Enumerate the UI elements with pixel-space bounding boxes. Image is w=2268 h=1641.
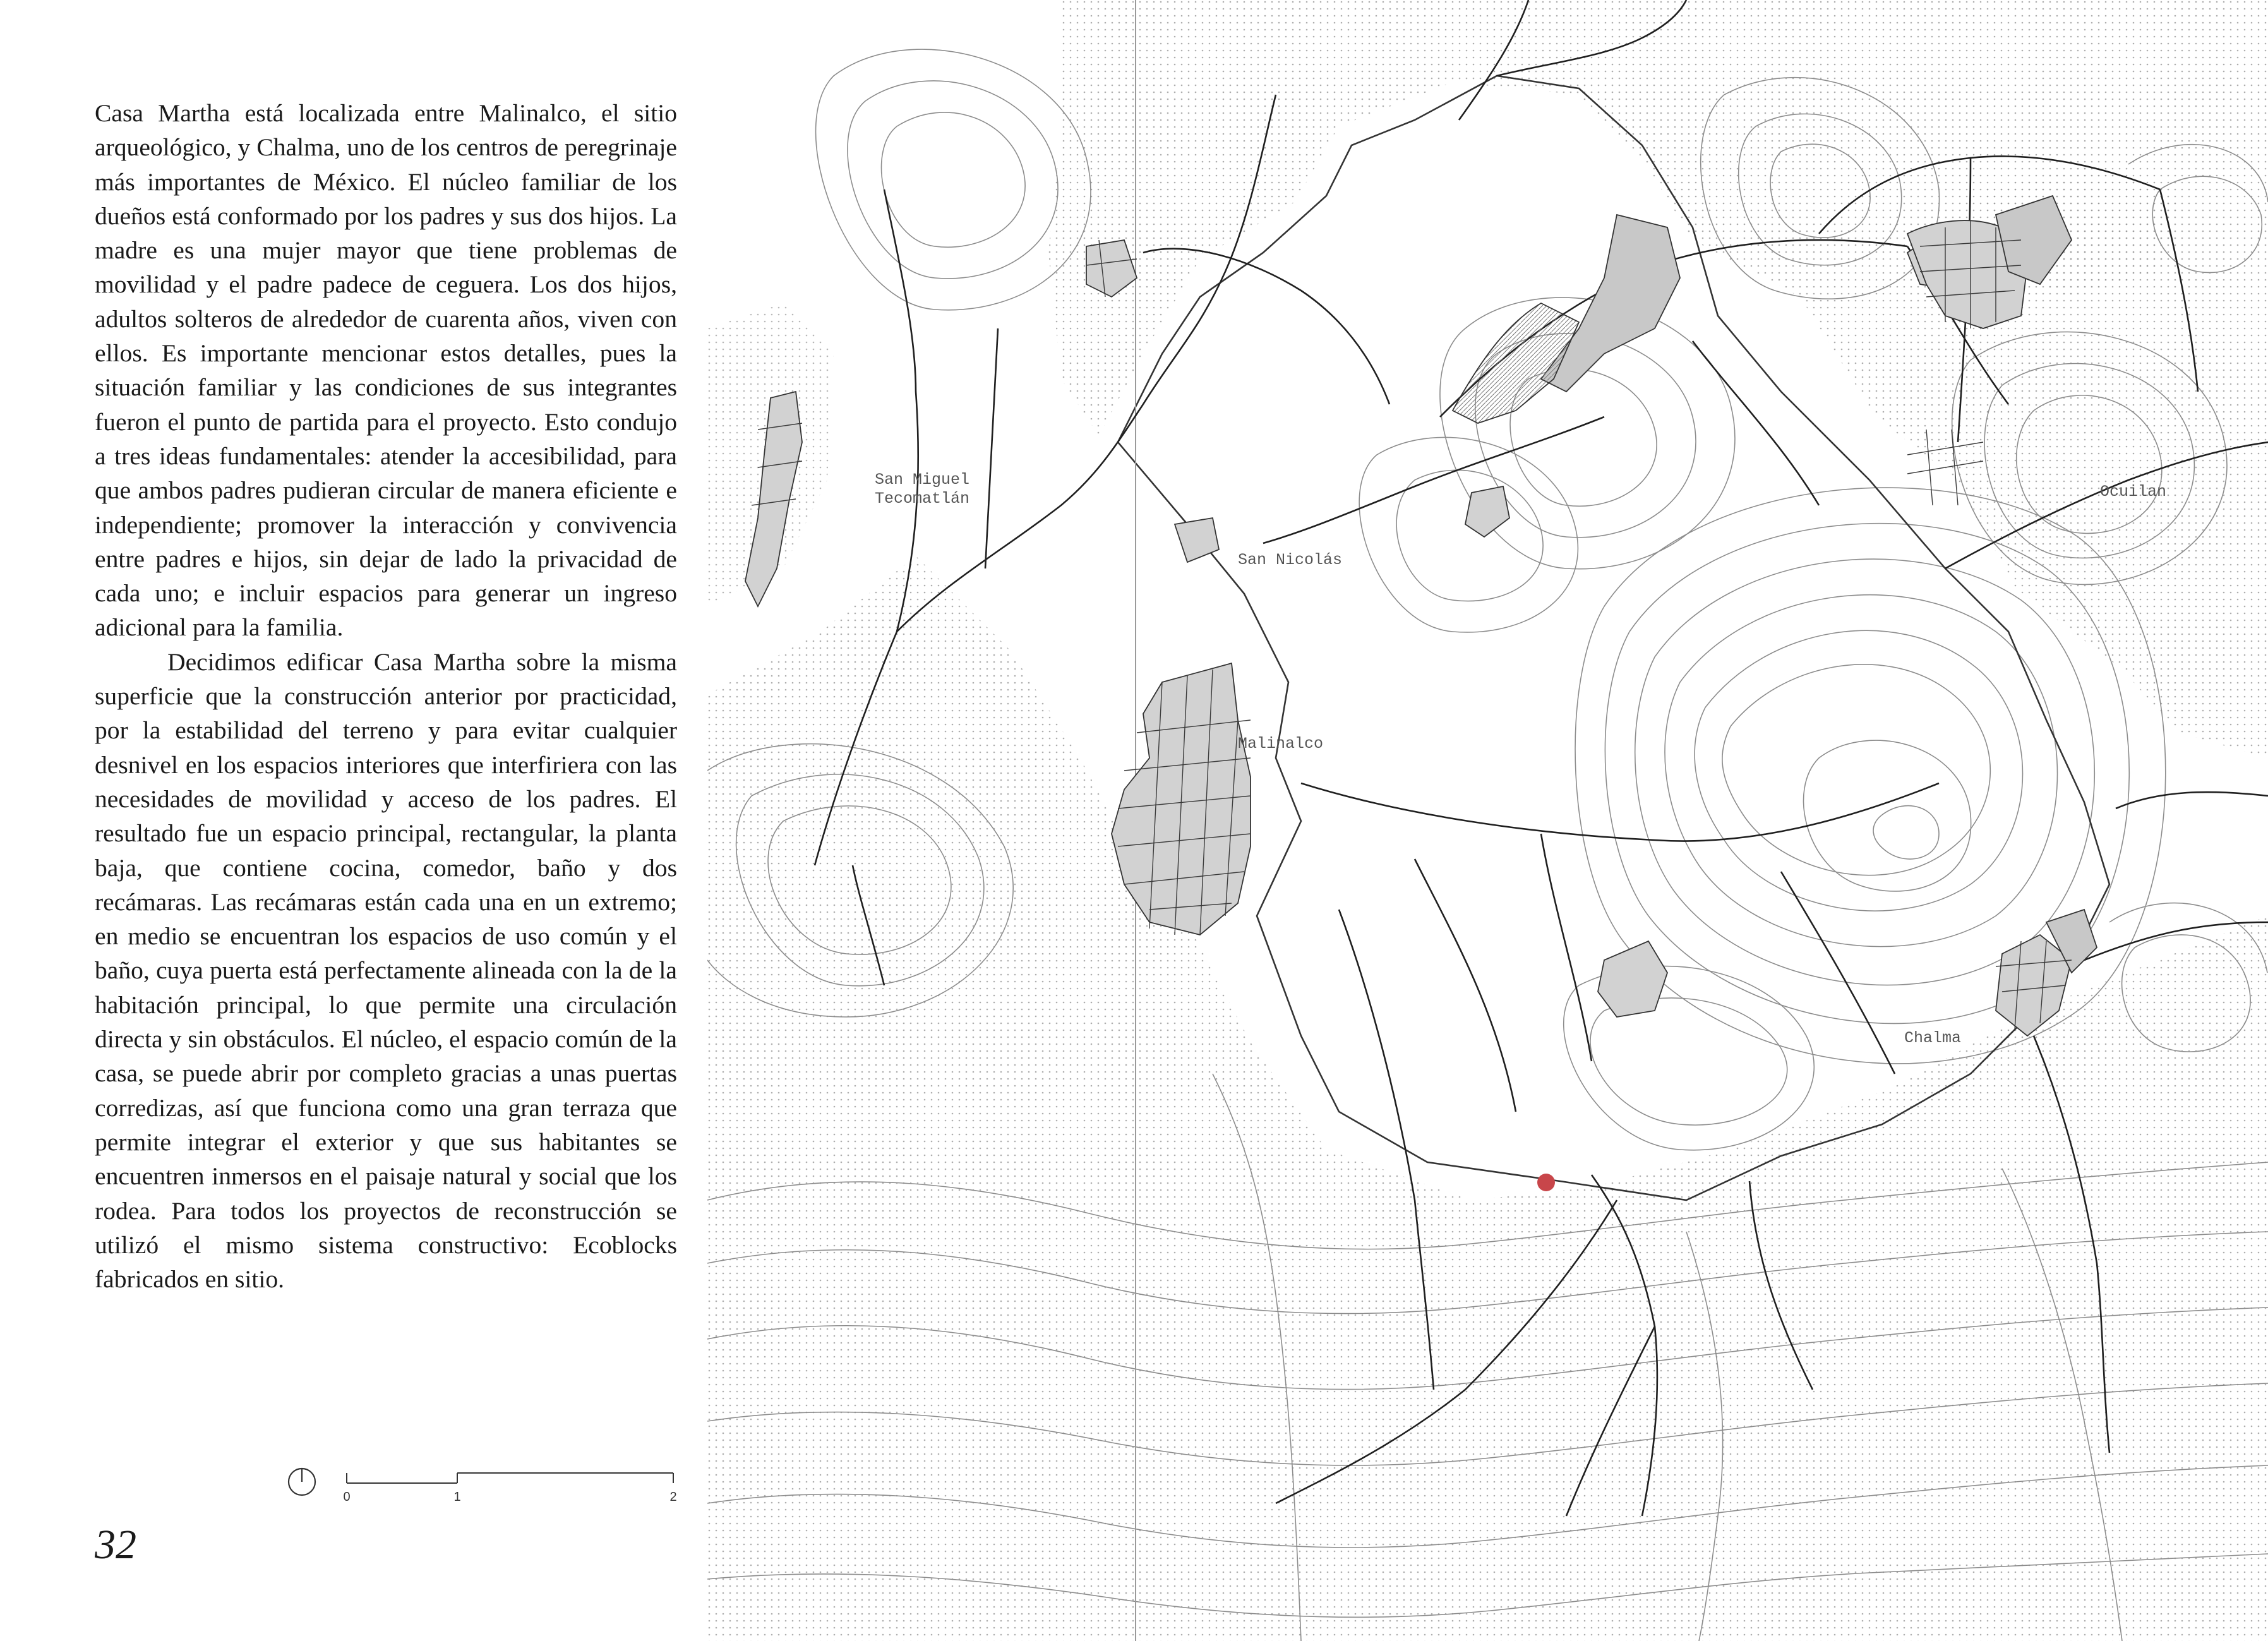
scale-label-0: 0	[343, 1490, 351, 1504]
paragraph-2: Decidimos edificar Casa Martha sobre la misma superficie que la construcción anterior por practicidad, por la estabilidad del terreno y para evitar cualquier desnivel en los espacios interiores que interfiriera con las necesidades de movilidad y acceso de los padres. El resultado fue un espacio principal, rectangular, la planta baja, que contiene cocina, comedor, baño y dos recámaras. Las recámaras están cada una en un extremo; en medio se encuentran los espacios de uso común y el baño, cuya puerta está perfectamente alineada con la de la habitación principal, lo que permite una circulación directa y sin obstáculos. El núcleo, el espacio común de la casa, se puede abrir por completo gracias a unas puertas corredizas, así que funciona como una gran terraza que permite integrar el exterior y que sus habitantes se encuentren inmersos en el paisaje natural y social que los rodea. Para todos los proyectos de reconstrucción se utilizó el mismo sistema constructivo: Ecoblocks fabricados en sitio.	[95, 647, 677, 1294]
paragraph-1: Casa Martha está localizada entre Malinalco, el sitio arqueológico, y Chalma, uno de los centros de peregrinaje más importantes de México. El núcleo familiar de los dueños está conformado por los padres y sus dos hijos. La madre es una mujer mayor que tiene problemas de movilidad y el padre padece de ceguera. Los dos hijos, adultos solteros de alrededor de cuarenta años, viven con ellos. Es importante mencionar estos detalles, pues la situación familiar y las condiciones de sus integrantes fueron el punto de partida para el proyecto. Esto condujo a tres ideas fundamentales: atender la accesibilidad, para que ambos padres pudieran circular de manera eficiente e independiente; promover la interacción y convivencia entre padres e hijos, sin dejar de lado la privacidad de cada uno; e incluir espacios para generar un ingreso adicional para la familia.	[95, 99, 677, 642]
place-label-ocuilan: Ocuilan	[2100, 483, 2167, 501]
scale-label-1: 1	[453, 1490, 461, 1504]
scale-label-2: 2	[669, 1490, 677, 1504]
scale-ruler	[347, 1473, 673, 1483]
site-map	[707, 0, 2268, 1641]
site-marker	[1537, 1174, 1555, 1191]
place-label-san-miguel: San Miguel	[875, 471, 970, 489]
place-label-san-nicolas: San Nicolás	[1238, 551, 1343, 569]
place-label-tecomatlan: Tecomatlán	[875, 490, 970, 508]
north-icon	[289, 1469, 315, 1495]
place-label-malinalco: Malinalco	[1238, 735, 1324, 753]
scale-bar	[287, 1459, 691, 1510]
body-text	[95, 96, 677, 1296]
page-number: 32	[95, 1522, 136, 1568]
place-label-chalma: Chalma	[1904, 1029, 1962, 1047]
